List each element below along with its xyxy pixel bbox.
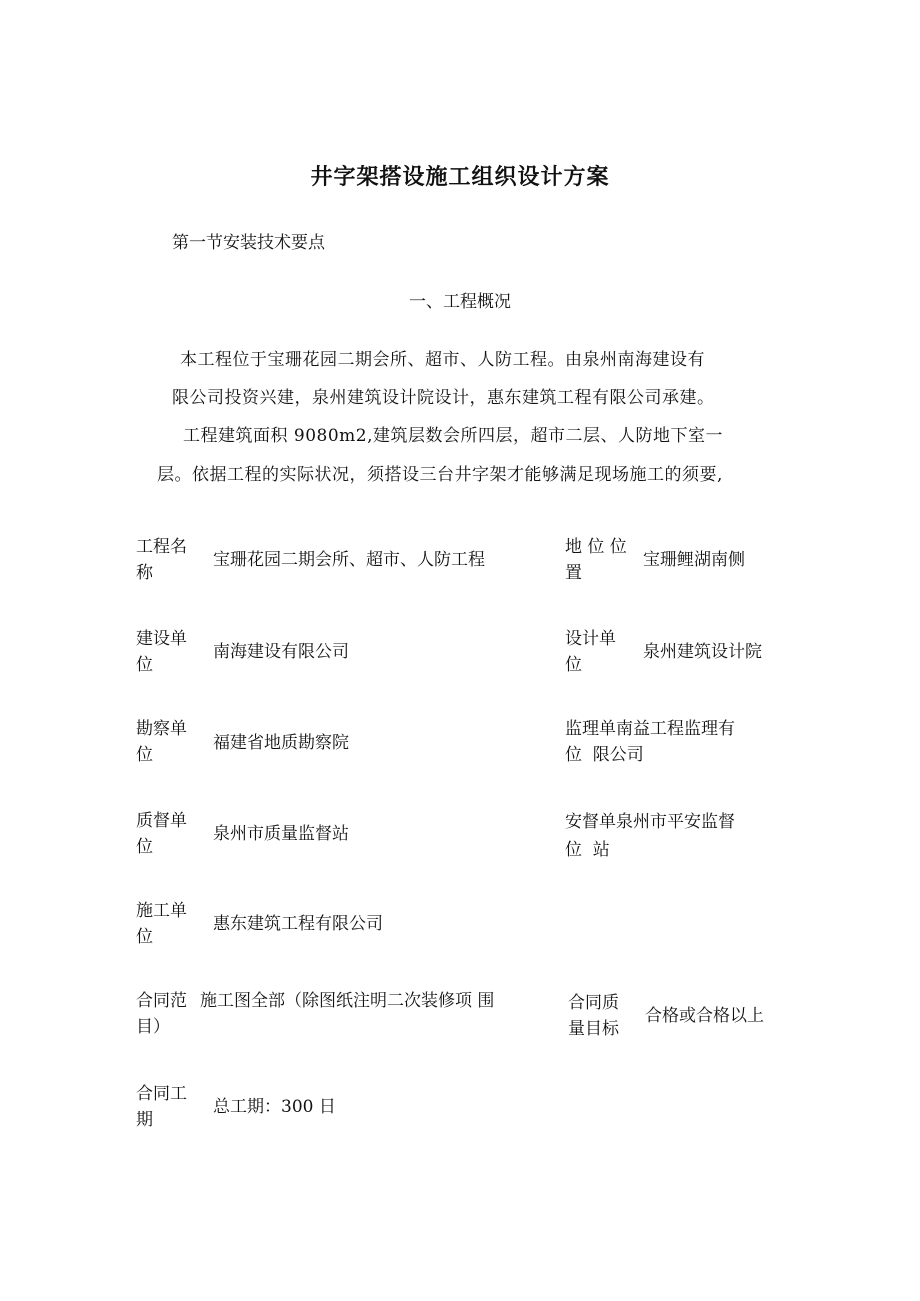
- project-name-value: 宝珊花园二期会所、超市、人防工程: [213, 550, 485, 570]
- quality-target-value: 合格或合格以上: [645, 1006, 764, 1026]
- quality-target-label: 合同质 量目标: [568, 993, 619, 1039]
- location-label: 地 位 位 置: [565, 537, 627, 583]
- paragraph-line-4: 层。依据工程的实际状况，须搭设三台井字架才能够满足现场施工的须要,: [157, 465, 723, 485]
- survey-value: 福建省地质勘察院: [213, 733, 349, 753]
- contractor-label: 施工单 位: [136, 901, 187, 947]
- quality-supervision-value: 泉州市质量监督站: [213, 824, 349, 844]
- contract-scope-value: 施工图全部（除图纸注明二次装修项 围: [200, 991, 495, 1011]
- builder-label: 建设单 位: [136, 629, 187, 675]
- subsection-heading: 一、工程概况: [409, 292, 511, 312]
- safety-supervision-cell: 安督单泉州市平安监督 位 站: [565, 812, 735, 860]
- paragraph-line-3: 工程建筑面积 9080m2,建筑层数会所四层，超市二层、人防地下室一: [183, 426, 724, 446]
- contract-period-value: 总工期：300 日: [213, 1097, 336, 1117]
- project-name-label: 工程名 称: [136, 537, 187, 583]
- designer-value: 泉州建筑设计院: [643, 642, 762, 662]
- paragraph-line-1: 本工程位于宝珊花园二期会所、超市、人防工程。由泉州南海建设有: [180, 350, 705, 370]
- contract-scope-label: 合同范 目）: [136, 991, 187, 1037]
- section-heading: 第一节安装技术要点: [172, 233, 325, 253]
- supervision-cell: 监理单南益工程监理有 位 限公司: [565, 719, 735, 765]
- builder-value: 南海建设有限公司: [213, 642, 349, 662]
- location-value: 宝珊鲤湖南侧: [643, 550, 745, 570]
- designer-label: 设计单 位: [565, 629, 616, 675]
- survey-label: 勘察单 位: [136, 719, 187, 765]
- quality-supervision-label: 质督单 位: [136, 811, 187, 857]
- contractor-value: 惠东建筑工程有限公司: [213, 914, 383, 934]
- document-title: 井字架搭设施工组织设计方案: [310, 165, 610, 190]
- paragraph-line-2: 限公司投资兴建，泉州建筑设计院设计，惠东建筑工程有限公司承建。: [172, 388, 715, 408]
- contract-period-label: 合同工 期: [136, 1084, 187, 1130]
